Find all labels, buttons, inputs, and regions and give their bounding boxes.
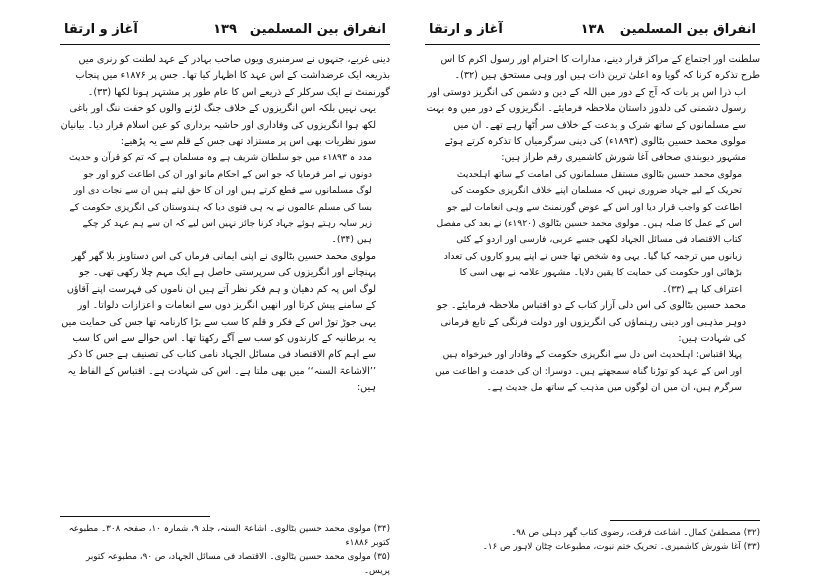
- left-page-body: [60, 52, 390, 397]
- left-quote: مدد ہ ۱۸۹۳ء میں جو سلطان شریف ہے وہ مسلمان ہے کہ تم کو قرآن و حدیث دونوں نے امر فرمایا کہ جو اس کے احکام مانو اور ان کی اطاعت کرو اور جو لوگ مسلمانوں سے قطع کرتے ہیں اور ان کا حق لیتے ہیں ان سے نجات دی اور بسا کی مسلم عالموں نے یہ ہی فتوی دیا کہ ہندوستان کی انگریزی حکومت کے زیر سایہ رہتے ہوئے جہاد کرنا جائز نہیں اس لیے کہ ان سے ہم عہد کر چکے ہیں (۳۴)۔: [69, 152, 372, 246]
- right-footnotes: [425, 526, 760, 554]
- right-paragraph-2: اب ذرا اس پر بات کہ آج کے دور میں اللہ کے دین و دشمن کی انگریز دوستی اور رسول دشمنی کی دلدوز داستان ملاحظہ فرمایئے۔ انگریزوں کے دور میں وہ بہت سے مسلمانوں کے ساتھ شرک و بدعت کے خلاف سر اُٹھا رہے تھے۔ ان میں مولوی محمد حسین بٹالوی (۱۸۹۳ء) کی دینی سرگرمیاں کا تذکرہ کرتے ہوئے مشہور دیوبندی صحافی آغا شورش کاشمیری رقم طراز ہیں:: [426, 86, 746, 164]
- right-paragraph-3: محمد حسین بٹالوی کی اس دلی آزار کتاب کے دو اقتباس ملاحظہ فرمایئے۔ جو دوہر مذہبی اور دینی رہنماؤں کی انگریزوں اور دولت فرنگی کے تابع فرمانی کی شہادت ہیں:: [437, 300, 746, 344]
- left-page: [60, 0, 390, 578]
- left-page-number: ۱۳۹: [213, 22, 237, 37]
- left-page-header: [60, 22, 390, 40]
- left-footnote-rule: [60, 516, 210, 517]
- right-paragraph-1: سلطنت اور اجتماع کے مراکز قرار دینے، مدارات کا احترام اور رسول اکرم کا اس طرح تذکرہ کرنا کہ گویا وہ اعلیٰ ترین ذات ہیں اور وہی مستحق ہیں (۳۲)۔: [440, 54, 760, 82]
- right-page-header: [425, 22, 760, 40]
- right-page-number: ۱۳۸: [580, 22, 605, 37]
- right-book-title: انفراق بین المسلمین: [619, 22, 756, 37]
- left-footnote-34: (۳۴) مولوی محمد حسین بٹالوی۔ اشاعۃ السنہ، جلد ۹، شمارہ ۱۰، صفحہ ۳۰۸۔ مطبوعہ کتوبر ۱۸۸۶ء: [68, 524, 390, 548]
- left-paragraph-1: دینی غربے، جنہوں نے سرمنبری ویوں صاحب بہادر کے عہد لطنت کو رنری میں بذریعہ ایک عرضداشت کے اس عہد کا اظہار کیا تھا۔ جس پر ۱۸۷۶ء میں پنجاب گورنمنٹ نے ایک سرکلر کے ذریعے اس کا عام طور پر مشتہر ہونا لکھا (۳۳)۔: [75, 54, 390, 98]
- left-footnote-35: (۳۵) مولوی محمد حسین بٹالوی۔ الاقتصاد فی مسائل الجہاد، ص ۹۰، مطبوعہ کتوبر پریس۔: [85, 552, 390, 576]
- left-running-head: آغاز و ارتقا: [64, 22, 138, 37]
- right-page: [425, 0, 760, 578]
- right-footnote-rule: [610, 520, 760, 521]
- left-header-rule: [60, 44, 390, 45]
- left-paragraph-2: یہی نہیں بلکہ اس انگریزوں کے خلاف جنگ لڑنے والوں کو حفت ننگ اور باغی لکھ ہوا انگریزوں کی وفاداری اور حاشیہ برداری کو عین اسلام قرار دیا۔ بیانیان سوز نظریات بھی اس پر مستزاد تھی جس کے قلم سے یہ پڑھیے:: [60, 103, 376, 148]
- left-paragraph-3: مولوی محمد حسین بٹالوی نے اپنی ایمانی فرماں کی اس دستاویز بلا گھر گھر پہنچانے اور انگریزوں کی سرپرستی حاصل ہے ایک مہم چلا رکھی تھی۔ جو لوگ اس پہ کم دھیان و ہم فکر نظر آتے ہیں ان ناموں کی فہرست اپنے آقاؤں کے سامنے پیش کرتا اور انھیں انگریز دوں سے انعامات و اعزازات دلواتا۔ اور یہی جوڑ توڑ اس کے فکر و قلم کا سب سے بڑا کارنامہ تھا جس کی حمایت میں یہ برطانیہ کے کارندوں کو سب سے آگے رکھتا تھا۔ اس حوالے سے اس کا سب سے اہم کام الاقتصاد فی مسائل الجہاد نامی کتاب کی تصنیف ہے جس کا ذکر ’’الاشاعۃ السنہ‘‘ میں بھی ملتا ہے۔ اس کی شہادت ہے۔ اقتباس کے الفاظ یہ ہیں:: [61, 250, 376, 394]
- right-page-body: [425, 52, 760, 397]
- left-footnotes: [60, 522, 390, 578]
- right-footnote-33: (۳۳) آغا شورش کاشمیری۔ تحریک ختم نبوت، مطبوعات چٹان لاہور ص ۱۶۔: [482, 542, 760, 552]
- left-book-title: انفراق بین المسلمین: [249, 22, 386, 37]
- right-header-rule: [425, 44, 760, 45]
- right-quote: مولوی محمد حسین بٹالوی مستقل مسلمانوں کی امامت کے ساتھ اہلحدیث تحریک کے لیے جہاد ضروری نہیں کہ مسلمان اپنے خلاف انگریزی حکومت کی اطاعت کو واجب قرار دیا اور اس کے عوض گورنمنٹ سے وہی انعامات لیے جو اس کے عمل کا صلہ ہیں۔ مولوی محمد حسین بٹالوی (۱۹۲۰ء) نے بعد کی مفصل کتاب الاقتصاد فی مسائل الجہاد لکھی جسے عربی، فارسی اور اردو کے کئی زبانوں میں ترجمہ کیا گیا۔ یہی وہ شخص تھا جس نے اپنے پیرو کاروں کی تعداد بڑھائی اور حکومت کی حمایت کا یقین دلایا۔ مشہور علامہ نے بھی اسی کا اعتراف کیا ہے (۳۳)۔: [436, 168, 742, 295]
- right-quote-2: پہلا اقتباس: اہلحدیث اس دل سے انگریزی حکومت کے وفادار اور خیرخواہ ہیں اور اس کے عہد کو توڑنا گناہ سمجھتے ہیں۔ دوسرا: ان کی خدمت و اطاعت میں سرگرم ہیں، ان میں ان لوگوں میں مذہب کے ساتھ مل جدیث ہے۔: [435, 349, 742, 394]
- right-running-head: آغاز و ارتقا: [429, 22, 503, 37]
- right-footnote-32: (۳۲) مصطفیٰ کمال۔ اشاعت فرقت، رضوی کتاب گھر دہلی ص ۹۸۔: [511, 528, 760, 538]
